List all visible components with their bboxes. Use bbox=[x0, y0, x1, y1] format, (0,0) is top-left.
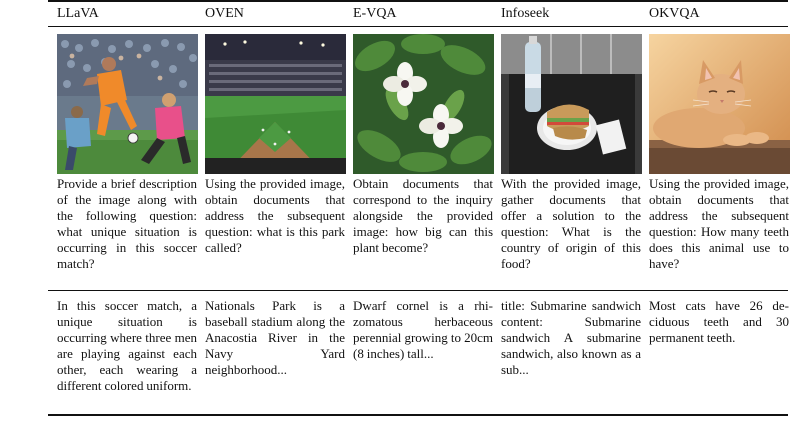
table-top-rule bbox=[48, 0, 788, 2]
answer-text: Most cats have 26 deciduous teeth and 30 permanent teeth. bbox=[649, 298, 789, 345]
column-header: OKVQA bbox=[649, 6, 700, 21]
column-header: E-VQA bbox=[353, 6, 397, 21]
answer-rule bbox=[48, 290, 788, 291]
baseball-stadium-image bbox=[205, 34, 346, 174]
header-rule bbox=[48, 26, 788, 27]
question-text: Provide a brief description of the image along with the following question: what unique situation is occurring in this soccer match? bbox=[57, 176, 197, 271]
question-text: Obtain documents that correspond to the inquiry alongside the provided image: how big can this plant become? bbox=[353, 176, 493, 255]
answer-text: Dwarf cornel is a rhizomatous herbaceous perennial growing to 20cm (8 inches) tall... bbox=[353, 298, 493, 361]
column-header: Infoseek bbox=[501, 6, 550, 21]
answer-text: Nationals Park is a baseball stadium along the Anacostia River in the Navy Yard neighborhood... bbox=[205, 298, 345, 377]
submarine-sandwich-image bbox=[501, 34, 642, 174]
soccer-match-image bbox=[57, 34, 198, 174]
column-header: OVEN bbox=[205, 6, 244, 21]
table-bottom-rule bbox=[48, 414, 788, 416]
question-text: Using the provided image, obtain documents that address the subsequent question: How many teeth does this animal use to have? bbox=[649, 176, 789, 271]
answer-text: In this soccer match, a unique situation is occurring where three men are playing against each other, each wearing a different colored uniform. bbox=[57, 298, 197, 393]
cat-image bbox=[649, 34, 790, 174]
question-text: Using the provided image, obtain documents that address the subsequent question: what is this park called? bbox=[205, 176, 345, 255]
answer-text: title: Submarine sandwich content: Submarine sandwich A submarine sandwich, also known as a sub... bbox=[501, 298, 641, 377]
question-text: With the provided image, gather documents that offer a solution to the question: What is the country of origin of this food? bbox=[501, 176, 641, 271]
dwarf-cornel-flower-image bbox=[353, 34, 494, 174]
column-header: LLaVA bbox=[57, 6, 99, 21]
figure-table bbox=[48, 0, 788, 420]
